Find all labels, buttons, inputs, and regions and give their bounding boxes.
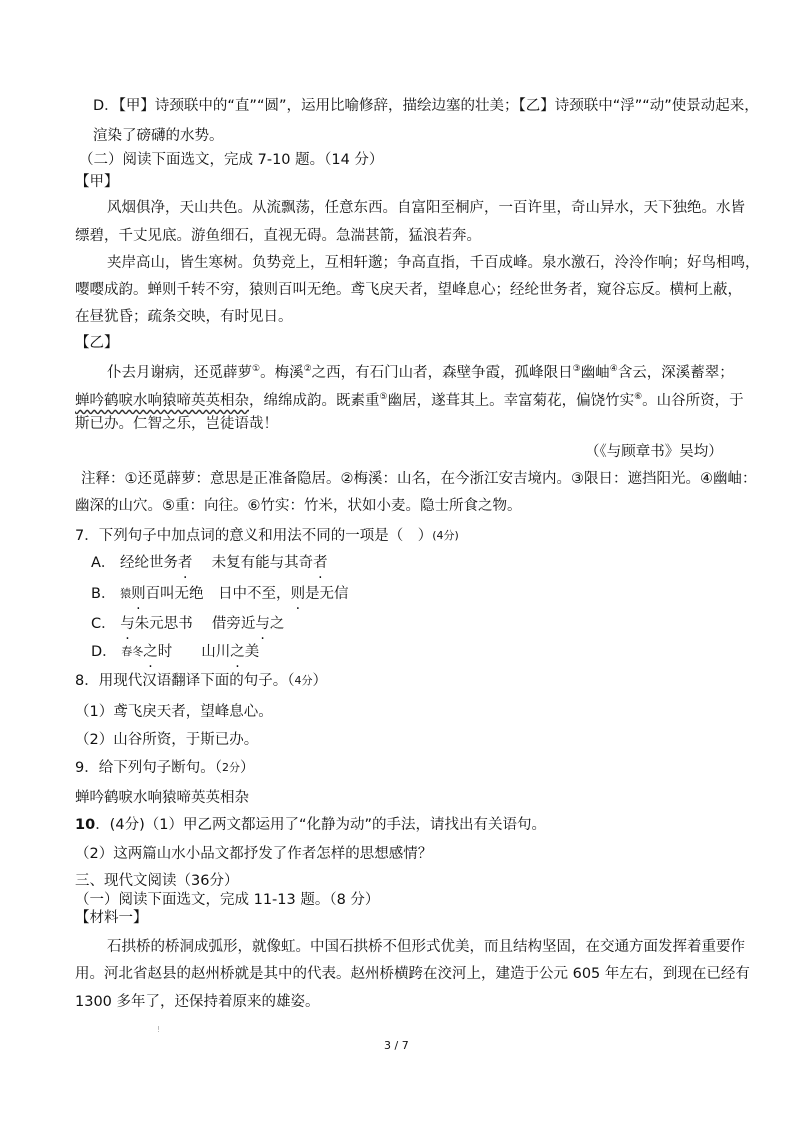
question-score: 2分 bbox=[221, 761, 240, 774]
option-text: 山川 bbox=[201, 644, 231, 660]
notes-line: 幽深的山穴。⑤重：向往。⑥竹实：竹米，状如小麦。隐士所食之物。 bbox=[75, 498, 522, 514]
option-text: 猿 bbox=[120, 587, 132, 600]
question-score: ．(4分) bbox=[95, 817, 145, 833]
option-label: B． bbox=[91, 586, 116, 602]
question-number: 9 bbox=[75, 760, 85, 776]
passage-text: 。梅溪 bbox=[260, 364, 304, 381]
question-7-option-a bbox=[91, 553, 328, 573]
question-text: ．用现代汉语翻译下面的句子。（ bbox=[84, 673, 295, 689]
option-text: 是无信 bbox=[305, 586, 349, 602]
passage-text: 。山谷所资，于 bbox=[642, 392, 744, 409]
option-text: 春冬 bbox=[121, 645, 144, 658]
question-8-stem bbox=[75, 671, 327, 691]
question-8-sentence-2: （2）山谷所资，于斯已办。 bbox=[75, 732, 259, 748]
passage-text: 仆去月谢病，还觅薜萝 bbox=[107, 364, 252, 381]
footnote-marker: ② bbox=[303, 364, 312, 374]
option-text: 之 bbox=[269, 616, 285, 632]
wavy-underlined-sentence: 蝉吟鹤唳水响猿啼英英相杂 bbox=[75, 392, 249, 409]
footnote-marker: ① bbox=[252, 364, 261, 374]
footnote-marker: ⑤ bbox=[379, 392, 388, 402]
question-text: ） bbox=[239, 760, 255, 776]
footnote-marker: ⑥ bbox=[634, 392, 643, 402]
section2-heading: （二）阅读下面选文，完成 7-10 题。（14 分） bbox=[79, 152, 384, 168]
option-text: 朱元思书 bbox=[134, 616, 193, 632]
passage-jia-line: 缥碧，千丈见底。游鱼细石，直视无碍。急湍甚箭，猛浪若奔。 bbox=[75, 228, 481, 244]
question-7-option-c bbox=[91, 614, 284, 634]
passage-jia-line: 在昼犹昏；疏条交映，有时见日。 bbox=[75, 309, 293, 325]
passage-jia-line: 夹岸高山，皆生寒树。负势竞上，互相轩邈；争高直指，千百成峰。泉水激石，泠泠作响；好鸟相鸣， bbox=[107, 255, 760, 271]
q6-option-d-line1: D．【甲】诗颈联中的“直”“圆”，运用比喻修辞，描绘边塞的壮美；【乙】诗颈联中“浮”“动”使景动起来， bbox=[93, 98, 759, 114]
section3-subheading: （一）阅读下面选文，完成 11-13 题。（8 分） bbox=[75, 892, 380, 908]
section3-heading: 三、现代文阅读（36分） bbox=[75, 873, 239, 889]
dotted-word: 者 bbox=[178, 555, 193, 571]
passage-jia-label: 【甲】 bbox=[75, 174, 119, 190]
question-number: 7 bbox=[75, 528, 85, 544]
footnote-marker: ④ bbox=[609, 364, 618, 374]
dotted-word: 与 bbox=[120, 616, 135, 632]
option-label: C． bbox=[91, 616, 116, 632]
question-text: ） bbox=[312, 673, 327, 689]
question-10-line1 bbox=[75, 815, 546, 835]
option-text: 借旁近 bbox=[211, 616, 256, 632]
passage-yi-line bbox=[75, 387, 744, 411]
question-score: (4分) bbox=[432, 529, 459, 542]
dotted-word: 与 bbox=[255, 616, 270, 632]
passage-text: 含云，深溪蓄翠； bbox=[617, 364, 734, 381]
page-number: 3 / 7 bbox=[384, 1039, 409, 1052]
question-text: ．下列句子中加点词的意义和用法不同的一项是（ ） bbox=[84, 528, 433, 544]
question-8-sentence-1: （1）鸢飞戾天者，望峰息心。 bbox=[75, 704, 273, 720]
dotted-word: 之 bbox=[143, 644, 158, 660]
question-9-sentence: 蝉吟鹤唳水响猿啼英英相杂 bbox=[75, 790, 249, 806]
question-7-option-b bbox=[91, 584, 349, 604]
passage-text: ，绵绵成韵。既素重 bbox=[249, 392, 380, 409]
question-10-line2: （2）这两篇山水小品文都抒发了作者怎样的思想感情？ bbox=[75, 846, 433, 862]
question-number: 10 bbox=[75, 817, 96, 833]
question-text: （1）甲乙两文都运用了“化静为动”的手法，请找出有关语句。 bbox=[144, 817, 546, 833]
question-number: 8 bbox=[75, 673, 85, 689]
option-label: A． bbox=[91, 555, 116, 571]
dotted-word: 之 bbox=[230, 644, 245, 660]
passage-yi-line: 斯已办。仁智之乐，岂徒语哉！ bbox=[75, 416, 278, 432]
notes-line: 注释：①还觅薜萝：意思是正准备隐居。②梅溪：山名，在今浙江安吉境内。③限日：遮挡阳光。④幽岫： bbox=[81, 471, 757, 487]
speck-mark: ! bbox=[157, 1025, 161, 1034]
dotted-word: 则 bbox=[290, 586, 306, 602]
material-1-label: 【材料一】 bbox=[75, 910, 148, 926]
question-7-stem bbox=[75, 526, 459, 546]
footnote-marker: ③ bbox=[572, 364, 581, 374]
question-text: ．给下列句子断句。（ bbox=[84, 760, 222, 776]
material-1-line: 用。河北省赵县的赵州桥就是其中的代表。赵州桥横跨在洨河上，建造于公元 605 年左右，到现在已经有 bbox=[75, 966, 750, 982]
question-score: 4分 bbox=[294, 674, 313, 687]
option-text: 百叫无绝 bbox=[145, 586, 204, 602]
option-text: 日中不至， bbox=[218, 586, 291, 602]
option-text: 时 bbox=[157, 644, 173, 660]
q6-option-d-line2: 渲染了磅礴的水势。 bbox=[93, 128, 224, 144]
material-1-line: 石拱桥的桥洞成弧形，就像虹。中国石拱桥不但形式优美，而且结构坚固，在交通方面发挥着重要作 bbox=[107, 939, 745, 955]
passage-yi-line bbox=[107, 359, 734, 383]
passage-text: 幽居，遂葺其上。幸富菊花，偏饶竹实 bbox=[387, 392, 635, 409]
option-label: D． bbox=[91, 644, 117, 660]
dotted-word: 者 bbox=[313, 555, 328, 571]
question-9-stem bbox=[75, 758, 254, 778]
option-text: 美 bbox=[244, 644, 260, 660]
option-text: 经纶世务 bbox=[120, 555, 179, 571]
passage-yi-label: 【乙】 bbox=[75, 335, 119, 351]
passage-text: 之西，有石门山者，森壁争霞，孤峰限日 bbox=[311, 364, 573, 381]
passage-text: 幽岫 bbox=[580, 364, 610, 381]
dotted-word: 则 bbox=[131, 586, 146, 602]
material-1-line: 1300 多年了，还保持着原来的雄姿。 bbox=[75, 994, 320, 1010]
passage-jia-line: 嘤嘤成韵。蝉则千转不穷，猿则百叫无绝。鸢飞戾天者，望峰息心；经纶世务者，窥谷忘反。横柯上蔽， bbox=[75, 282, 742, 298]
passage-jia-line: 风烟俱净，天山共色。从流飘荡，任意东西。自富阳至桐庐，一百许里，奇山异水，天下独绝。水皆 bbox=[107, 200, 745, 216]
passage-source: （《与顾章书》吴均） bbox=[585, 444, 723, 460]
option-text: 未复有能与其奇 bbox=[211, 555, 314, 571]
question-7-option-d bbox=[91, 642, 259, 662]
